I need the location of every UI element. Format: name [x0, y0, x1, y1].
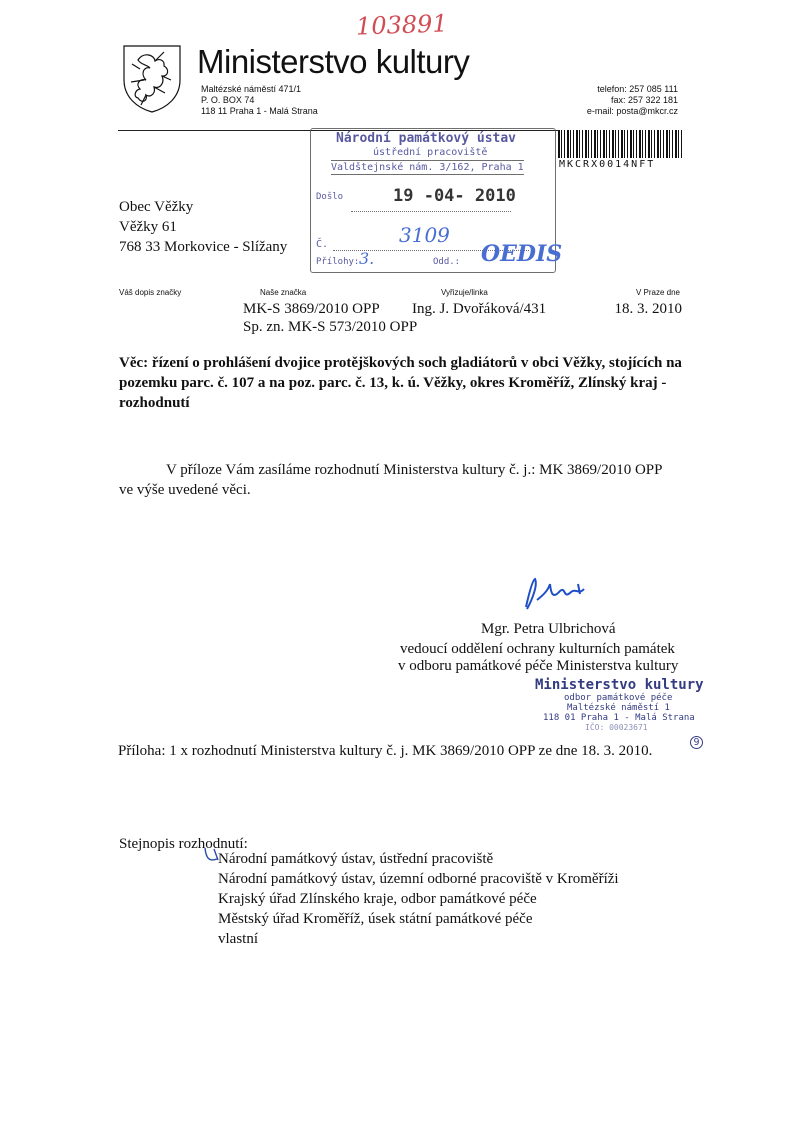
handled-by: Ing. J. Dvořáková/431	[412, 301, 547, 317]
recipient-street: Věžky 61	[119, 219, 177, 235]
copy-recipient: vlastní	[218, 931, 258, 947]
cislo-label: Č.	[316, 239, 329, 250]
body-paragraph: V příloze Vám zasíláme rozhodnutí Ministerstva kultury č. j.: MK 3869/2010 OPP ve výše uvedené věci.	[119, 462, 662, 498]
phone-line: telefon: 257 085 111	[597, 84, 678, 94]
recipient-address	[119, 197, 287, 257]
received-date: 19 -04- 2010	[393, 186, 516, 206]
date-label: V Praze dne	[635, 288, 680, 297]
official-stamp-department: odbor památkové péče	[564, 693, 673, 703]
copy-recipient: Městský úřad Kroměříž, úsek státní památkové péče	[218, 911, 533, 927]
recipient-city: 768 33 Morkovice - Slížany	[119, 239, 288, 255]
address-line: P. O. BOX 74	[201, 95, 255, 105]
doslo-label: Došlo	[316, 192, 344, 202]
barcode-text: MKCRX0014NFT	[559, 159, 656, 170]
official-stamp-address: Maltézské náměstí 1	[567, 703, 670, 713]
copy-recipient: Národní památkový ústav, územní odborné pracoviště v Kroměříži	[218, 871, 619, 887]
czech-lion-emblem	[120, 42, 184, 114]
fax-line: fax: 257 322 181	[610, 95, 678, 105]
official-stamp-title: Ministerstvo kultury	[535, 677, 704, 693]
ministry-address	[201, 84, 318, 117]
subject-label: Věc:	[119, 355, 149, 371]
attachments-label: Přílohy:	[316, 257, 360, 267]
document-barcode	[558, 130, 683, 158]
received-line	[351, 211, 511, 212]
recipient-name: Obec Věžky	[119, 199, 194, 215]
official-stamp-city: 118 01 Praha 1 - Malá Strana	[543, 713, 695, 723]
our-reference: MK-S 3869/2010 OPP	[243, 301, 380, 317]
copies-list	[218, 849, 619, 949]
official-stamp-ico: IČO: 00023671	[585, 723, 648, 732]
letter-date: 18. 3. 2010	[614, 301, 682, 317]
handwritten-signature	[520, 577, 592, 611]
handwritten-registration-number: 103891	[355, 9, 449, 41]
official-stamp	[535, 677, 705, 732]
registration-number: 3109	[399, 223, 450, 247]
attachments-count: 3.	[359, 249, 375, 268]
email-line: e-mail: posta@mkcr.cz	[586, 106, 678, 116]
stamp-address: Valdštejnské nám. 3/162, Praha 1	[331, 162, 524, 173]
signatory-position-line-1: vedoucí oddělení ochrany kulturních památek	[400, 641, 675, 657]
received-stamp	[310, 128, 563, 273]
file-reference: Sp. zn. MK-S 573/2010 OPP	[243, 319, 418, 335]
stamp-department: ústřední pracoviště	[373, 147, 488, 158]
address-line: Maltézské náměstí 471/1	[201, 84, 302, 94]
department-label: Odd.:	[433, 257, 461, 267]
copy-recipient: Krajský úřad Zlínského kraje, odbor památkové péče	[218, 891, 537, 907]
signatory-name: Mgr. Petra Ulbrichová	[481, 621, 616, 637]
subject-block	[119, 353, 691, 413]
address-line: 118 11 Praha 1 - Malá Strana	[201, 106, 318, 116]
subject-text: řízení o prohlášení dvojice protějškových soch gladiátorů v obci Věžky, stojících na pozemku parc. č. 107 a na poz. parc. č. 13, k. ú. Věžky, okres Kroměříž, Zlínský kraj - rozhodnutí	[119, 355, 682, 411]
department-code: OEDIS	[481, 241, 563, 267]
ministry-title: Ministerstvo kultury	[197, 43, 470, 80]
handled-by-label: Vyřizuje/linka	[441, 288, 488, 297]
copy-recipient: Národní památkový ústav, ústřední pracoviště	[218, 851, 494, 867]
our-reference-label: Naše značka	[260, 288, 307, 297]
official-stamp-number: 9	[690, 736, 703, 749]
attachment-text: Příloha: 1 x rozhodnutí Ministerstva kultury č. j. MK 3869/2010 OPP ze dne 18. 3. 2010.	[118, 743, 653, 759]
signatory-position-line-2: v odboru památkové péče Ministerstva kultury	[398, 658, 679, 674]
copies-heading: Stejnopis rozhodnutí:	[119, 836, 248, 852]
ministry-contacts	[560, 84, 678, 117]
stamp-institution-title: Národní památkový ústav	[336, 131, 517, 146]
your-letter-label: Váš dopis značky	[119, 288, 182, 297]
